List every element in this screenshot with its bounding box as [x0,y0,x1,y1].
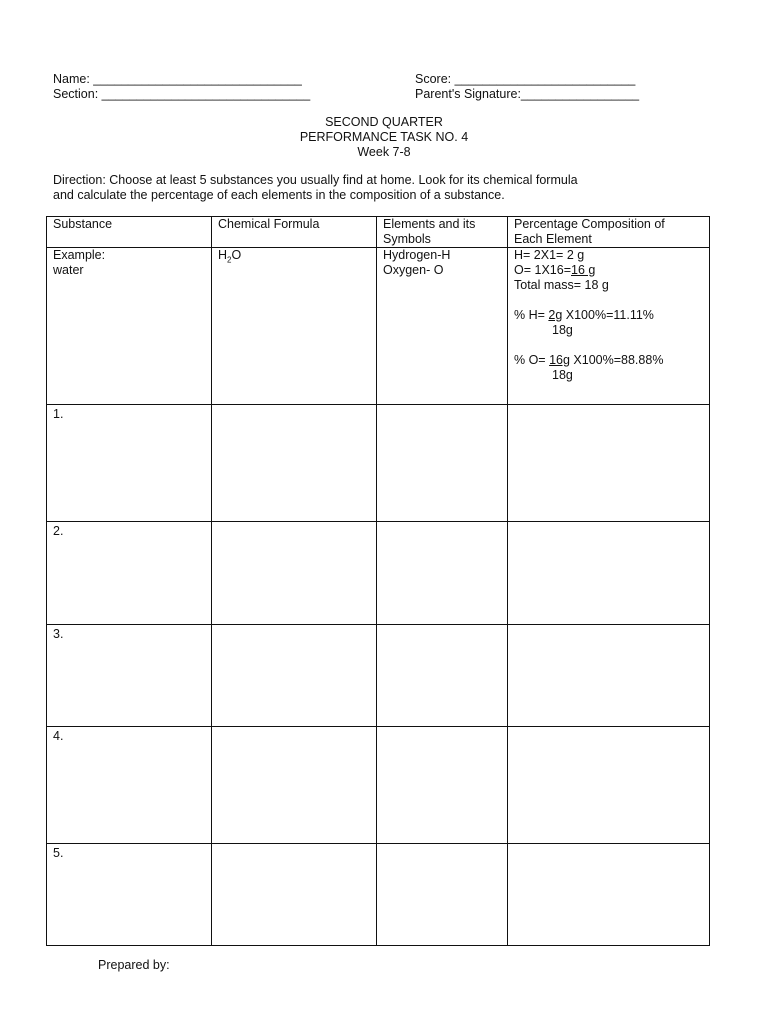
row-2-elements-cell[interactable] [377,522,508,625]
example-row [47,248,710,405]
total-mass-line: Total mass= 18 g [514,278,609,292]
row-4-percentage-cell[interactable] [508,727,710,844]
row-4-elements-cell[interactable] [377,727,508,844]
row-2-formula-cell[interactable] [212,522,377,625]
score-field-label: Score: __________________________ [415,72,636,86]
row-2-percentage-cell[interactable] [508,522,710,625]
row-5-formula-cell[interactable] [212,844,377,946]
row-5-percentage-cell[interactable] [508,844,710,946]
quarter-title: SECOND QUARTER [325,115,443,129]
table-row [47,522,710,625]
row-5-substance-cell[interactable]: 5. [47,844,212,946]
table-row [47,727,710,844]
row-1-percentage-cell[interactable] [508,405,710,522]
header-substance: Substance [47,217,212,248]
chemical-formula-h2o: $H_2O$ [218,248,242,265]
row-1-elements-cell[interactable] [377,405,508,522]
hydrogen-percent-formula: % H= 2g X100%=11.11% [514,308,654,322]
header-percentage-composition: Percentage Composition of Each Element [508,217,710,248]
oxygen-percent-denominator: 18g [552,368,573,382]
oxygen-percent-formula: % O= 16g X100%=88.88% [514,353,664,367]
week-title: Week 7-8 [357,145,411,159]
section-field-label: Section: ______________________________ [53,87,311,101]
hydrogen-mass-line: H= 2X1= 2 g [514,248,585,262]
example-substance-cell: Example: water [47,248,212,405]
direction-line-2: and calculate the percentage of each elements in the composition of a substance. [53,188,505,202]
parent-signature-field-label: Parent's Signature:_________________ [415,87,640,101]
row-5-elements-cell[interactable] [377,844,508,946]
row-3-percentage-cell[interactable] [508,625,710,727]
row-4-substance-cell[interactable]: 4. [47,727,212,844]
row-1-formula-cell[interactable] [212,405,377,522]
task-title: PERFORMANCE TASK NO. 4 [299,130,469,144]
row-3-formula-cell[interactable] [212,625,377,727]
table-row [47,844,710,946]
direction-line-1: Direction: Choose at least 5 substances you usually find at home. Look for its chemical formula [53,173,578,187]
table-row [47,405,710,522]
row-1-substance-cell[interactable]: 1. [47,405,212,522]
row-4-formula-cell[interactable] [212,727,377,844]
prepared-by-label: Prepared by: [98,958,170,972]
hydrogen-percent-denominator: 18g [552,323,573,337]
header-elements-symbols: Elements and its Symbols [377,217,508,248]
table-row [47,625,710,727]
oxygen-mass-line: O= 1X16=16 g [514,263,596,277]
row-3-substance-cell[interactable]: 3. [47,625,212,727]
name-field-label: Name: ______________________________ [53,72,302,86]
header-chemical-formula: Chemical Formula [212,217,377,248]
example-elements-cell: Hydrogen-H Oxygen- O [377,248,508,405]
worksheet-table [46,216,710,946]
table-header-row [47,217,710,248]
example-percentage-cell [508,248,710,405]
row-3-elements-cell[interactable] [377,625,508,727]
example-formula-cell [212,248,377,405]
row-2-substance-cell[interactable]: 2. [47,522,212,625]
